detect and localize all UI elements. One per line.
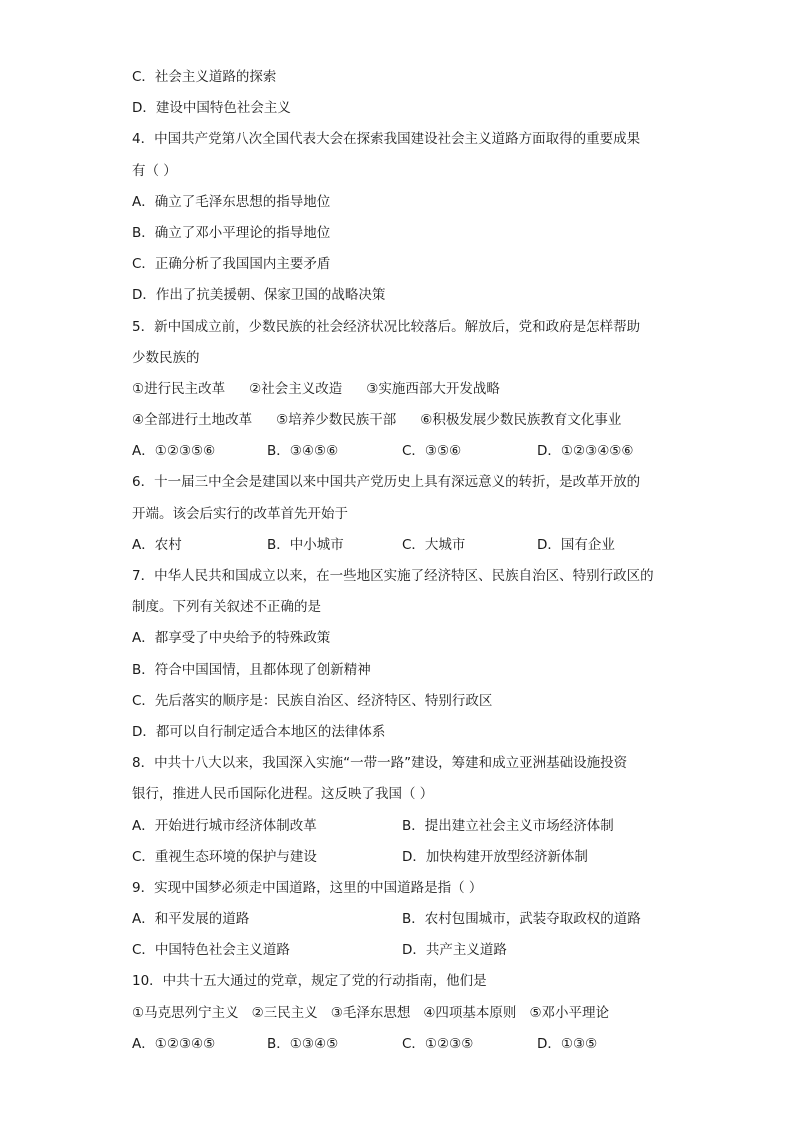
question-10-option-c[interactable]: C．①②③⑤ — [402, 1035, 474, 1052]
question-6 — [132, 467, 672, 561]
question-5-option-a[interactable]: A．①②③⑤⑥ — [132, 443, 216, 460]
question-6-option-d[interactable]: D．国有企业 — [537, 536, 615, 553]
question-8-option-c[interactable]: C．重视生态环境的保护与建设 — [132, 848, 317, 865]
question-10-options — [132, 1029, 672, 1060]
question-10-option-a[interactable]: A．①②③④⑤ — [132, 1035, 216, 1052]
question-10-item: ⑤邓小平理论 — [529, 1004, 610, 1021]
question-8-options-row-2 — [132, 842, 672, 873]
question-9-option-a[interactable]: A．和平发展的道路 — [132, 911, 250, 928]
question-5-item: ⑤培养少数民族干部 — [276, 412, 397, 429]
question-8-options-row-1 — [132, 811, 672, 842]
question-6-option-b[interactable]: B．中小城市 — [267, 536, 344, 553]
question-5-options — [132, 436, 672, 467]
prev-option-d: D．建设中国特色社会主义 — [132, 100, 291, 117]
question-7-option-a[interactable]: A．都享受了中央给予的特殊政策 — [132, 630, 331, 647]
question-4-stem-line-2: 有（ ） — [132, 162, 177, 179]
question-9-options-row-2 — [132, 935, 672, 966]
exam-page — [132, 62, 672, 1060]
question-4-option-c[interactable]: C．正确分析了我国国内主要矛盾 — [132, 256, 331, 273]
question-5-items-row-1 — [132, 374, 672, 405]
question-6-option-c[interactable]: C．大城市 — [402, 536, 466, 553]
question-6-options — [132, 530, 672, 561]
question-7-option-c[interactable]: C．先后落实的顺序是：民族自治区、经济特区、特别行政区 — [132, 692, 493, 709]
question-9-option-d[interactable]: D．共产主义道路 — [402, 942, 507, 959]
question-5-stem-line-1: 5．新中国成立前，少数民族的社会经济状况比较落后。解放后，党和政府是怎样帮助 — [132, 318, 641, 335]
question-8-stem-line-2: 银行，推进人民币国际化进程。这反映了我国（ ） — [132, 786, 434, 803]
question-5-item: ④全部进行土地改革 — [132, 412, 253, 429]
question-7-stem-line-1: 7．中华人民共和国成立以来，在一些地区实施了经济特区、民族自治区、特别行政区的 — [132, 568, 654, 584]
question-5-item: ①进行民主改革 — [132, 380, 226, 397]
question-9-options-row-1 — [132, 904, 672, 935]
question-10-items — [132, 998, 672, 1029]
question-9-stem: 9．实现中国梦必须走中国道路，这里的中国道路是指（ ） — [132, 879, 483, 896]
question-5-item: ③实施西部大开发战略 — [366, 380, 500, 397]
question-5-stem-line-2: 少数民族的 — [132, 349, 200, 366]
question-7-option-b[interactable]: B．符合中国国情，且都体现了创新精神 — [132, 661, 371, 678]
prev-option-c: C．社会主义道路的探索 — [132, 69, 277, 85]
question-5-option-b[interactable]: B．③④⑤⑥ — [267, 443, 339, 460]
question-10-stem: 10．中共十五大通过的党章，规定了党的行动指南，他们是 — [132, 973, 487, 990]
question-10-item: ④四项基本原则 — [423, 1004, 517, 1021]
question-6-option-a[interactable]: A．农村 — [132, 536, 182, 553]
question-10-item: ①马克思列宁主义 — [132, 1004, 239, 1021]
question-10-item: ③毛泽东思想 — [330, 1004, 411, 1021]
question-4-option-d[interactable]: D．作出了抗美援朝、保家卫国的战略决策 — [132, 287, 386, 304]
question-9-option-c[interactable]: C．中国特色社会主义道路 — [132, 942, 290, 959]
question-8-option-d[interactable]: D．加快构建开放型经济新体制 — [402, 848, 588, 865]
question-10 — [132, 966, 672, 1060]
question-8-option-b[interactable]: B．提出建立社会主义市场经济体制 — [402, 817, 614, 834]
question-4-stem-line-1: 4．中国共产党第八次全国代表大会在探索我国建设社会主义道路方面取得的重要成果 — [132, 131, 641, 148]
question-8 — [132, 748, 672, 873]
question-5-item: ②社会主义改造 — [249, 380, 343, 397]
question-10-item: ②三民主义 — [251, 1004, 318, 1021]
question-7-option-d[interactable]: D．都可以自行制定适合本地区的法律体系 — [132, 723, 386, 740]
question-8-stem-line-1: 8．中共十八大以来，我国深入实施“一带一路”建设，筹建和成立亚洲基础设施投资 — [132, 755, 628, 772]
question-4 — [132, 124, 672, 311]
question-5-item: ⑥积极发展少数民族教育文化事业 — [420, 412, 622, 429]
question-6-stem-line-2: 开端。该会后实行的改革首先开始于 — [132, 505, 348, 522]
question-6-stem-line-1: 6．十一届三中全会是建国以来中国共产党历史上具有深远意义的转折，是改革开放的 — [132, 474, 641, 491]
question-4-option-a[interactable]: A．确立了毛泽东思想的指导地位 — [132, 193, 331, 210]
question-5-option-d[interactable]: D．①②③④⑤⑥ — [537, 443, 634, 460]
question-10-option-d[interactable]: D．①③⑤ — [537, 1035, 598, 1052]
question-5-option-c[interactable]: C．③⑤⑥ — [402, 443, 462, 460]
question-9-option-b[interactable]: B．农村包围城市，武装夺取政权的道路 — [402, 911, 641, 928]
question-9 — [132, 873, 672, 967]
question-4-option-b[interactable]: B．确立了邓小平理论的指导地位 — [132, 224, 331, 241]
question-10-option-b[interactable]: B．①③④⑤ — [267, 1035, 339, 1052]
question-5-items-row-2 — [132, 405, 672, 436]
question-5 — [132, 312, 672, 468]
question-7-stem-line-2: 制度。下列有关叙述不正确的是 — [132, 599, 321, 616]
question-7 — [132, 561, 672, 748]
question-8-option-a[interactable]: A．开始进行城市经济体制改革 — [132, 817, 317, 834]
